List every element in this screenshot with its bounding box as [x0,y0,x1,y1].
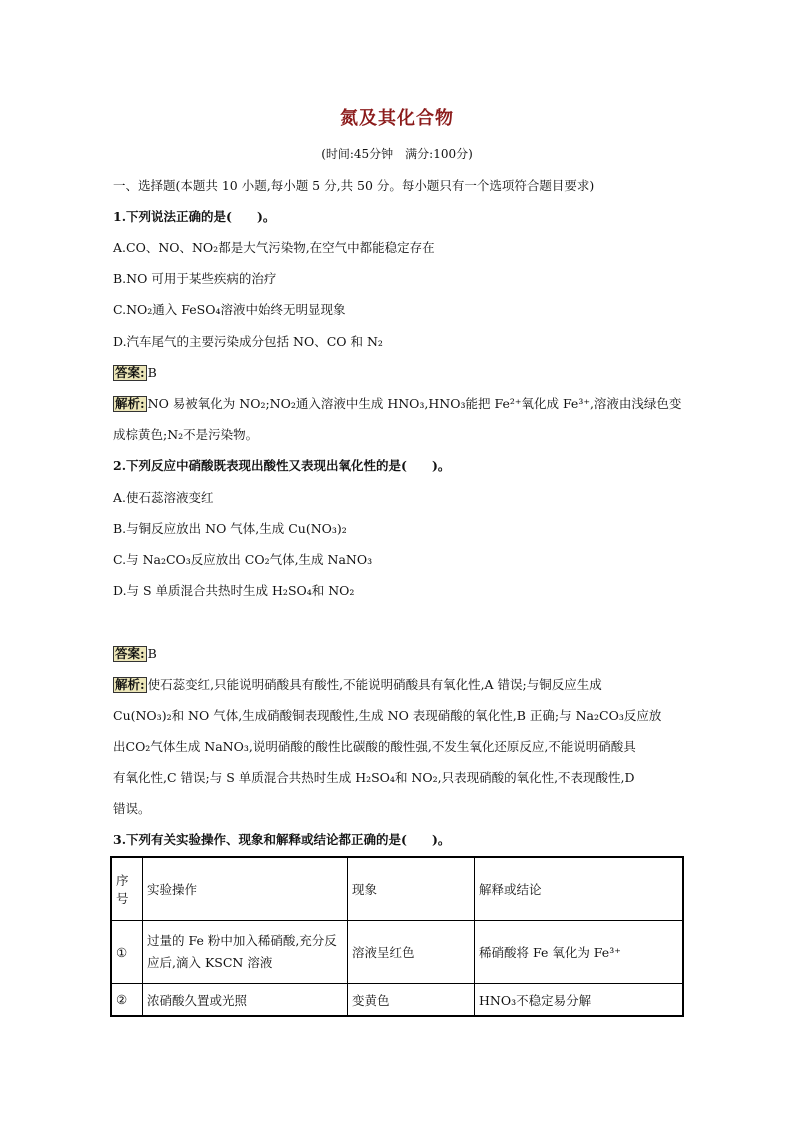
question-1-option-c: C.NO₂通入 FeSO₄溶液中始终无明显现象 [113,302,346,317]
question-2-analysis [113,677,693,693]
table-cell: HNO₃不稳定易分解 [475,984,684,1017]
table-cell: 过量的 Fe 粉中加入稀硝酸,充分反应后,滴入 KSCN 溶液 [143,921,348,984]
table-cell: 稀硝酸将 Fe 氧化为 Fe³⁺ [475,921,684,984]
question-1-stem: 1.下列说法正确的是( )。 [113,209,276,224]
table-cell: 变黄色 [348,984,475,1017]
page-title: 氮及其化合物 [340,108,454,129]
question-1-option-a: A.CO、NO、NO₂都是大气污染物,在空气中都能稳定存在 [113,240,435,255]
question-3-stem: 3.下列有关实验操作、现象和解释或结论都正确的是( )。 [113,832,451,847]
question-2-option-b: B.与铜反应放出 NO 气体,生成 Cu(NO₃)₂ [113,521,347,536]
question-2-analysis-cont: 出CO₂气体生成 NaNO₃,说明硝酸的酸性比碳酸的酸性强,不发生氧化还原反应,不能说明硝酸具 [113,739,636,754]
table-header-cell: 解释或结论 [475,857,684,921]
table-cell: 溶液呈红色 [348,921,475,984]
table-header-cell: 实验操作 [143,857,348,921]
question-1-analysis-cont: 成棕黄色;N₂不是污染物。 [113,427,259,442]
answer-label: 答案: [115,646,145,661]
answer-label: 答案: [115,365,145,380]
table-cell: ② [111,984,143,1017]
question-2-analysis-cont: 有氧化性,C 错误;与 S 单质混合共热时生成 H₂SO₄和 NO₂,只表现硝酸的氧化性,不表现酸性,D [113,770,635,785]
table-cell: 浓硝酸久置或光照 [143,984,348,1017]
answer-value: B [147,365,157,380]
question-2-answer [113,646,693,662]
question-2-stem: 2.下列反应中硝酸既表现出酸性又表现出氧化性的是( )。 [113,458,451,473]
table-row [111,984,683,1017]
table-header-cell: 序号 [111,857,143,921]
question-2-option-a: A.使石蕊溶液变红 [113,490,214,505]
question-2-analysis-cont: Cu(NO₃)₂和 NO 气体,生成硝酸铜表现酸性,生成 NO 表现硝酸的氧化性,B 正确;与 Na₂CO₃反应放 [113,708,662,723]
section-instruction: 一、选择题(本题共 10 小题,每小题 5 分,共 50 分。每小题只有一个选项符合题目要求) [113,178,595,193]
analysis-text: 使石蕊变红,只能说明硝酸具有酸性,不能说明硝酸具有氧化性,A 错误;与铜反应生成 [147,677,602,692]
analysis-text: NO 易被氧化为 NO₂;NO₂通入溶液中生成 HNO₃,HNO₃能把 Fe²⁺氧化成 Fe³⁺,溶液由浅绿色变 [147,396,682,411]
table-header-cell: 现象 [348,857,475,921]
table-cell: ① [111,921,143,984]
experiment-table [110,856,684,1017]
question-1-analysis [113,396,693,412]
question-1-option-d: D.汽车尾气的主要污染成分包括 NO、CO 和 N₂ [113,334,383,349]
answer-value: B [147,646,157,661]
question-1-option-b: B.NO 可用于某些疾病的治疗 [113,271,277,286]
question-2-option-c: C.与 Na₂CO₃反应放出 CO₂气体,生成 NaNO₃ [113,552,373,567]
analysis-label: 解析: [115,396,145,411]
analysis-label: 解析: [115,677,145,692]
table-header-row [111,857,683,921]
question-2-analysis-cont: 错误。 [113,801,151,816]
table-row [111,921,683,984]
question-1-answer [113,365,693,381]
exam-meta: (时间:45分钟 满分:100分) [321,147,473,161]
question-2-option-d: D.与 S 单质混合共热时生成 H₂SO₄和 NO₂ [113,583,355,598]
